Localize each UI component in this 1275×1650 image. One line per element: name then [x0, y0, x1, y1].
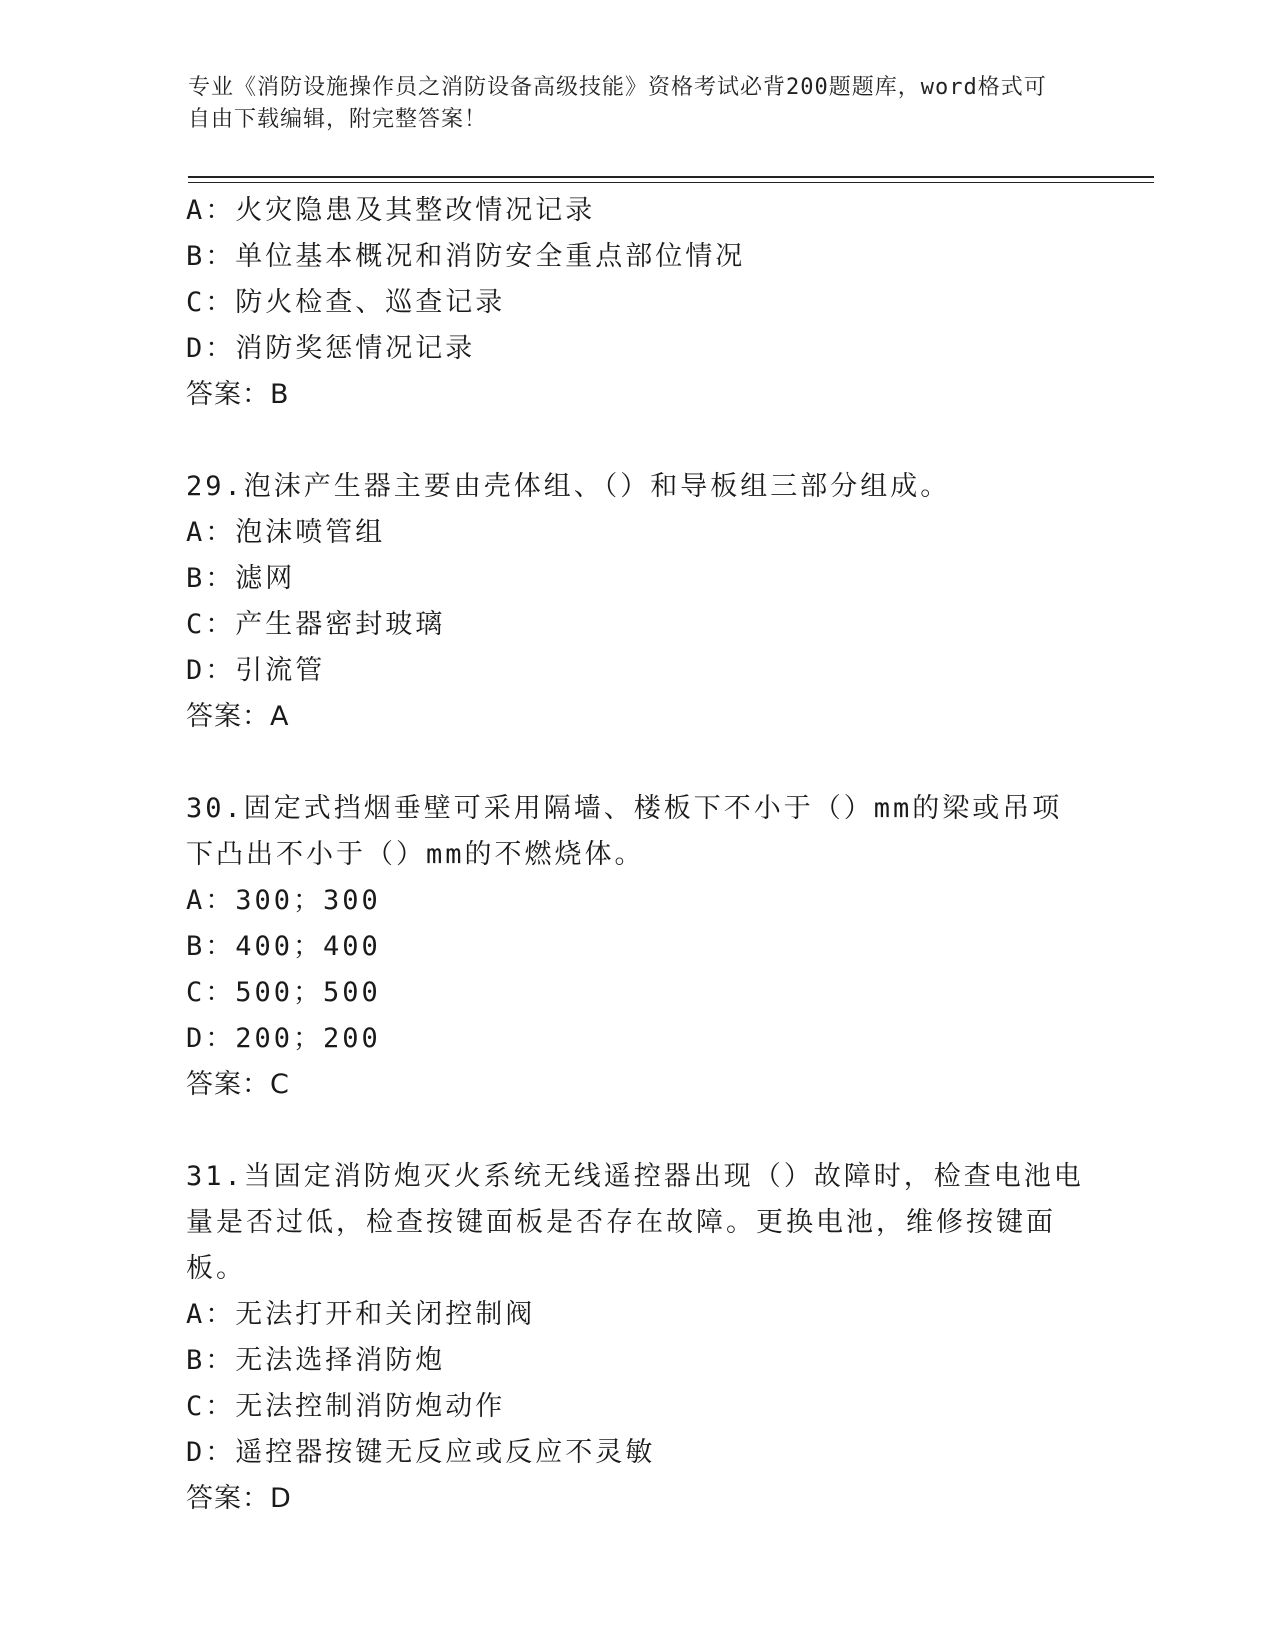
option-c: C：500；500 — [186, 977, 381, 1008]
option-c: C：产生器密封玻璃 — [186, 609, 446, 640]
option-b: B：滤网 — [186, 563, 296, 594]
option-d: D：消防奖惩情况记录 — [186, 333, 476, 364]
question-block — [186, 1154, 1086, 1522]
header-divider — [188, 176, 1154, 178]
spacer — [186, 740, 1086, 786]
question-text: 31.当固定消防炮灭火系统无线遥控器出现（）故障时，检查电池电量是否过低，检查按键面板是否存在故障。更换电池，维修按键面板。 — [186, 1161, 1084, 1284]
question-text: 29.泡沫产生器主要由壳体组、（）和导板组三部分组成。 — [186, 471, 951, 502]
question-text: 30.固定式挡烟垂壁可采用隔墙、楼板下不小于（）mm的梁或吊项下凸出不小于（）mm的不燃烧体。 — [186, 793, 1063, 870]
question-block-continued — [186, 188, 1086, 418]
answer-line: 答案：B — [186, 379, 290, 410]
question-list — [186, 188, 1086, 1522]
answer-line: 答案：D — [186, 1483, 292, 1514]
answer-line: 答案：A — [186, 701, 290, 732]
option-a: A：泡沫喷管组 — [186, 517, 386, 548]
question-block — [186, 786, 1086, 1108]
option-c: C：防火检查、巡查记录 — [186, 287, 506, 318]
option-b: B：400；400 — [186, 931, 381, 962]
option-d: D：引流管 — [186, 655, 326, 686]
option-a: A：无法打开和关闭控制阀 — [186, 1299, 536, 1330]
document-header: 专业《消防设施操作员之消防设备高级技能》资格考试必背200题题库，word格式可自由下载编辑，附完整答案！ — [188, 75, 1047, 132]
option-d: D：遥控器按键无反应或反应不灵敏 — [186, 1437, 656, 1468]
option-a: A：火灾隐患及其整改情况记录 — [186, 195, 596, 226]
answer-line: 答案：C — [186, 1069, 290, 1100]
option-a: A：300；300 — [186, 885, 381, 916]
option-d: D：200；200 — [186, 1023, 381, 1054]
question-block — [186, 464, 1086, 740]
option-c: C：无法控制消防炮动作 — [186, 1391, 506, 1422]
spacer — [186, 418, 1086, 464]
header-divider-thin — [188, 182, 1154, 183]
option-b: B：单位基本概况和消防安全重点部位情况 — [186, 241, 746, 272]
spacer — [186, 1108, 1086, 1154]
option-b: B：无法选择消防炮 — [186, 1345, 446, 1376]
